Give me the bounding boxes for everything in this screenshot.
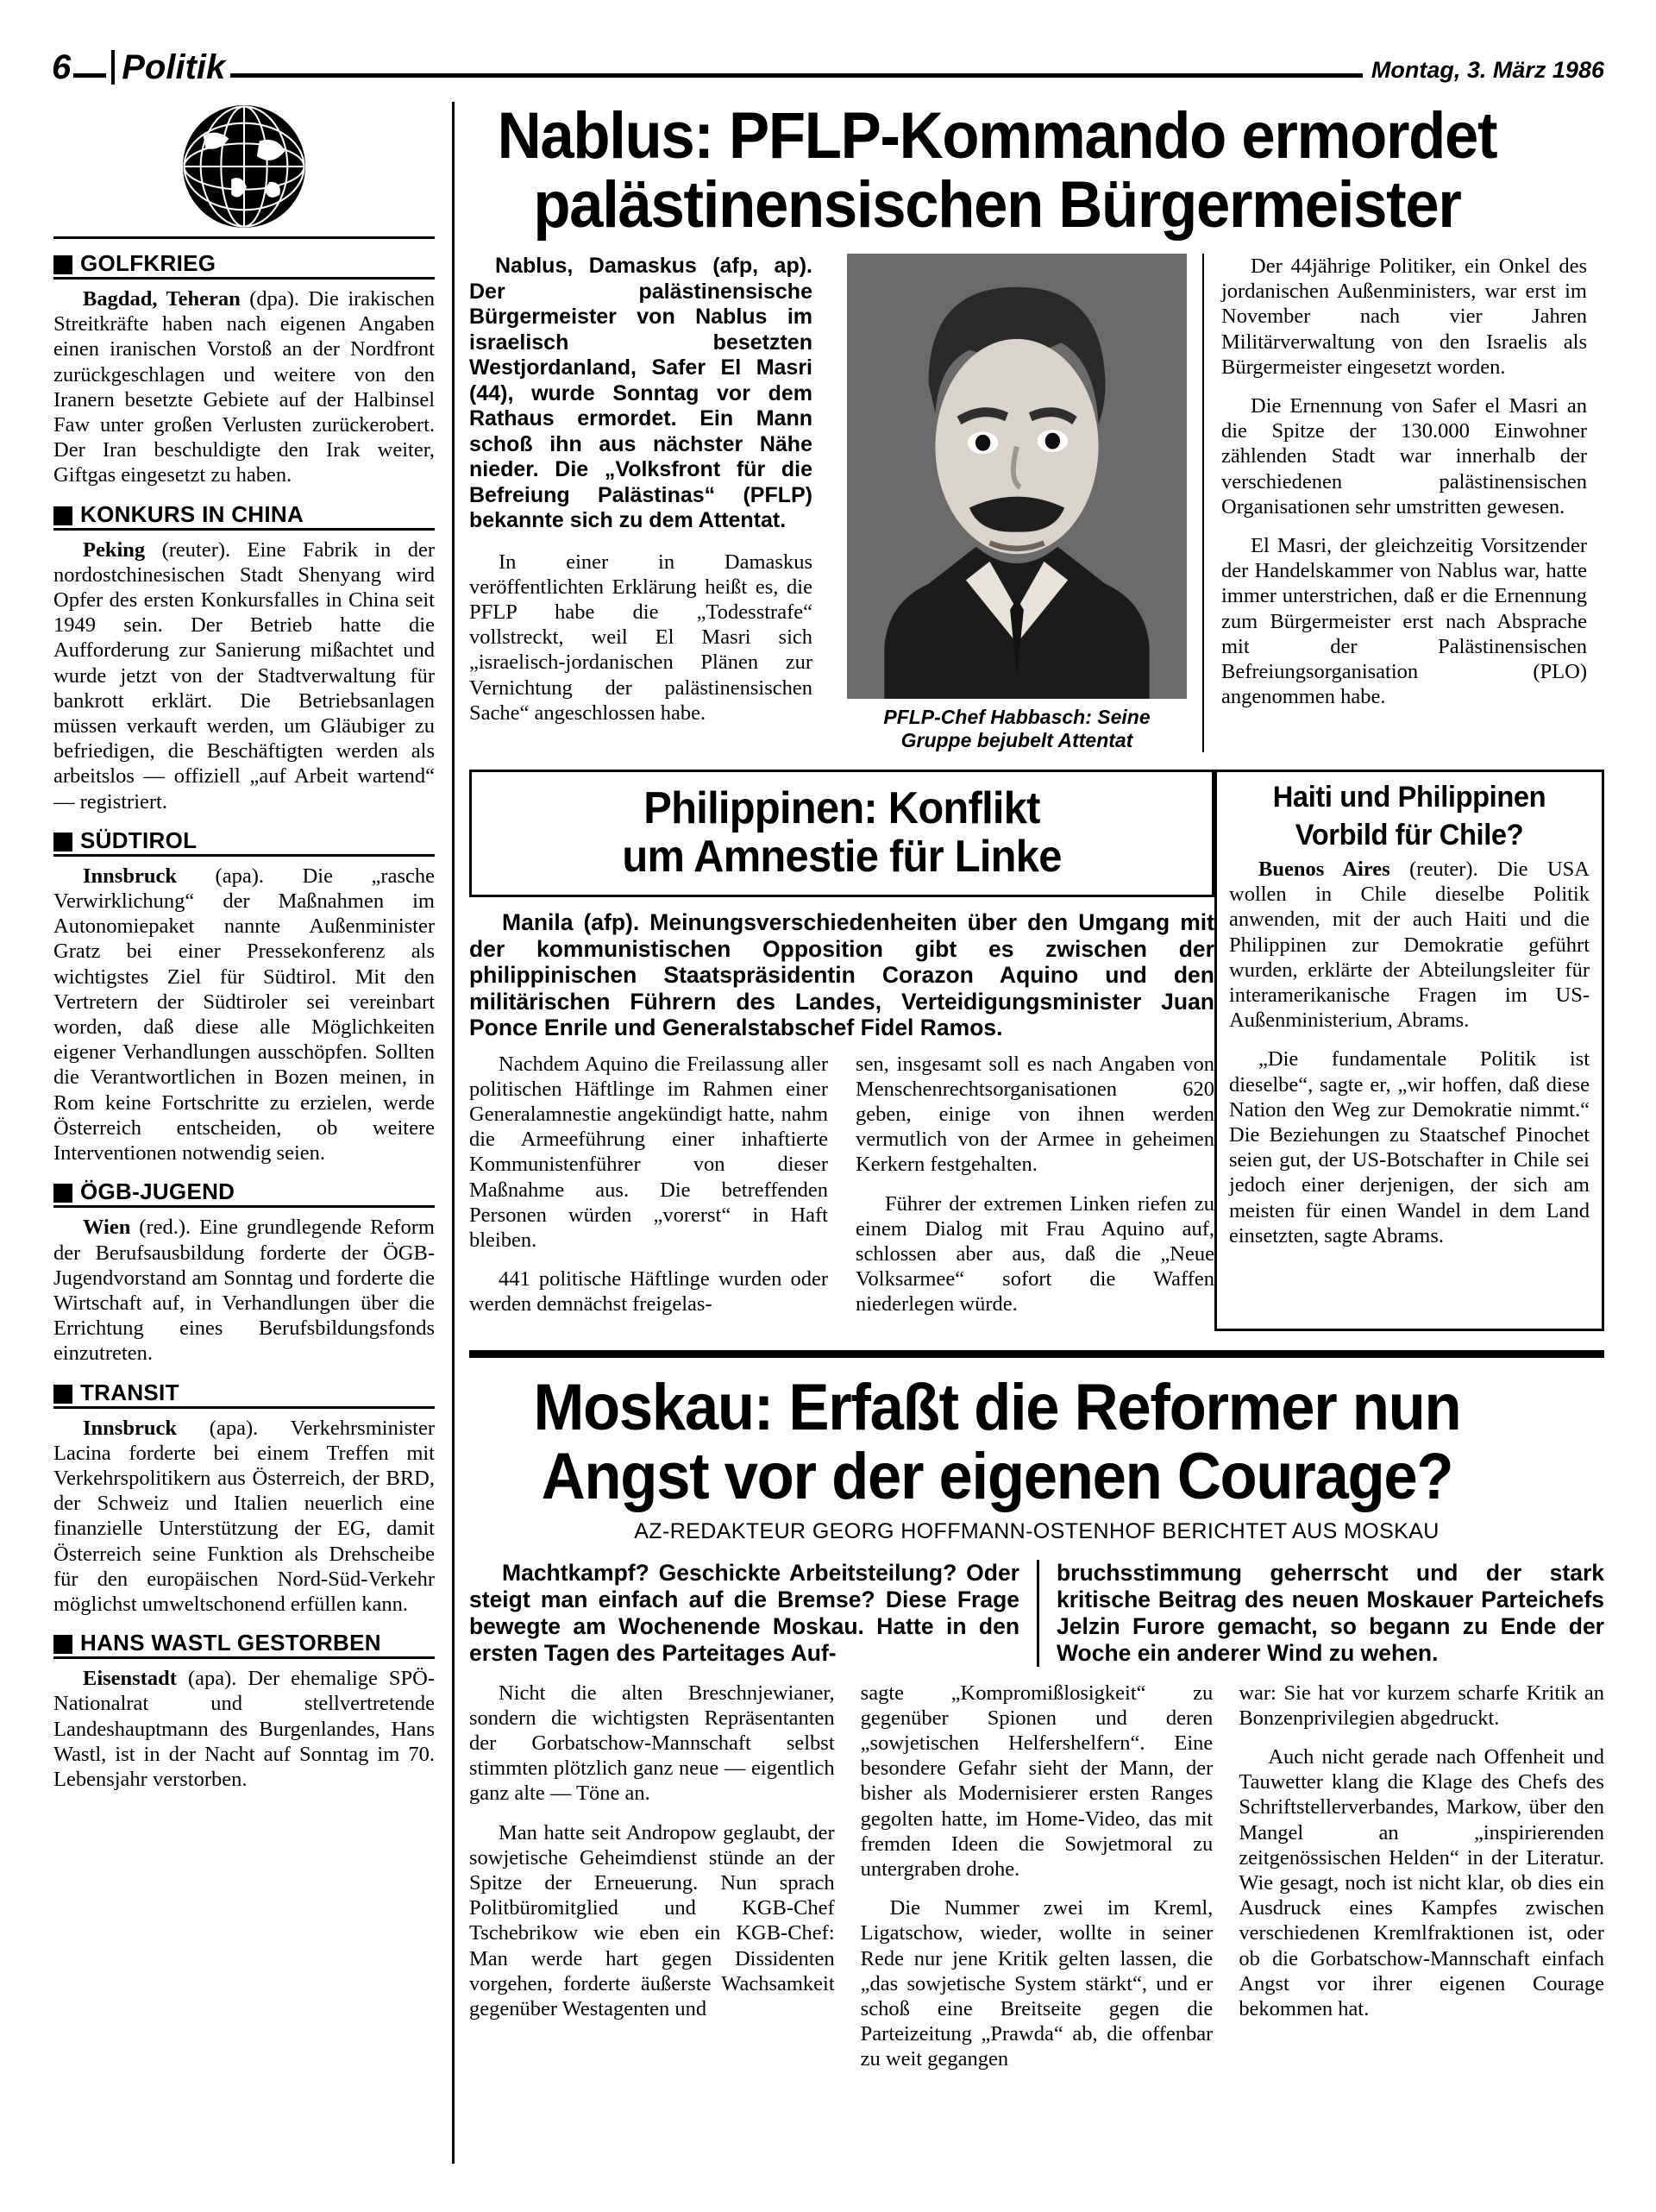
philippinen-headline-line1: Philippinen: Konflikt (643, 783, 1040, 833)
brief-item (53, 251, 435, 488)
article-moskau (469, 1350, 1604, 2086)
section-rule (469, 1350, 1604, 1358)
masthead-rule-left (73, 73, 106, 78)
moskau-headline-line2: Angst vor der eigenen Courage? (541, 1439, 1453, 1513)
article-philippinen (469, 770, 1214, 1331)
brief-body: Bagdad, Teheran (dpa). Die irakischen Streitkräfte haben nach eigenen Angaben einen iranischen Vorstoß an der Nordfront zurückgeschlagen und weitere von den Iranern besetzte Gebiete auf der Halbinsel Faw unter großen Verlusten zurückerobert. Der Iran beschuldigte den Irak weiter, Giftgas eingesetzt zu haben. (53, 287, 435, 487)
square-bullet-icon (53, 833, 72, 851)
brief-header (53, 1380, 435, 1409)
moskau-paragraph: sagte „Kompromißlosigkeit“ zu gegenüber Spionen und deren „sowjetischen Helfershelfern“. Eine besondere Gefahr sieht der Mann, der bisher als Modernisierer ersten Ranges gegolten hatte, im Home-Video, das mit fremden Ideen die Sowjetmoral zu untergraben drohe. (860, 1681, 1214, 1881)
brief-header (53, 251, 435, 280)
brief-title: HANS WASTL GESTORBEN (80, 1630, 381, 1656)
brief-title: TRANSIT (80, 1379, 179, 1405)
brief-header (53, 1179, 435, 1208)
brief-title: GOLFKRIEG (80, 250, 216, 276)
haiti-headline-line1: Haiti und Philippinen (1272, 781, 1546, 814)
brief-header (53, 1631, 435, 1659)
nablus-lead: Nablus, Damaskus (afp, ap). Der palästinensische Bürgermeister von Nablus im israelisch besetzten Westjordanland, Safer El Masri (44), wurde Sonntag vor dem Rathaus ermordet. Ein Mann schoß ihn aus nächster Nähe nieder. Die „Volksfront für die Befreiung Palästinas“ (PFLP) bekannte sich zu dem Attentat. (469, 254, 812, 532)
globe-icon (180, 103, 308, 230)
article-haiti (1214, 770, 1604, 1331)
square-bullet-icon (53, 1184, 72, 1203)
philippinen-headline-box (469, 770, 1214, 897)
brief-item (53, 1179, 435, 1366)
square-bullet-icon (53, 506, 72, 525)
moskau-paragraph: Man hatte seit Andropow geglaubt, der sowjetische Geheimdienst stünde an der Spitze der Erneuerung. Nun sprach Politbüromitglied und KGB-Chef Tschebrikow wie eben ein KGB-Chef: Man werde hart gegen Dissidenten vorgehen, forderte äußerste Wachsamkeit gegenüber Westagenten und (469, 1820, 835, 2020)
brief-item (53, 1631, 435, 1792)
brief-title: ÖGB-JUGEND (80, 1178, 235, 1205)
haiti-paragraph: „Die fundamentale Politik ist dieselbe“, sagte er, „wir hoffen, daß diese Nation den Weg zur Demokratie nimmt.“ Die Beziehungen zu Staatschef Pinochet seien gut, der US-Botschafter in Chile sei jedoch einer derjenigen, der sich am meisten für einen Wandel in dem Land einsetzten, sagte Abrams. (1229, 1047, 1590, 1247)
nablus-column-left (469, 254, 831, 752)
square-bullet-icon (53, 255, 72, 274)
nablus-paragraph: In einer in Damaskus veröffentlichten Erklärung heißt es, die PFLP habe die „Todesstrafe“ vollstreckt, weil El Masri sich „israelisch-jordanischen Plänen zur Vernichtung der palästinensischen Sache“ angeschlossen habe. (469, 550, 812, 725)
section-title: Politik (111, 50, 229, 85)
moskau-paragraph: Die Nummer zwei im Kreml, Ligatschow, wieder, wollte in seiner Rede nur jene Kritik gelten lassen, die „das sowjetische System stärkt“, und er schoß eine Breitseite gegen die Parteizeitung „Prawda“ ab, die offenbar zu weit gegangen (860, 1896, 1214, 2071)
brief-body: Peking (reuter). Eine Fabrik in der nordostchinesischen Stadt Shenyang wird Opfer des ersten Konkursfalles in China seit 1949 sein. Der Betrieb hatte die Aufforderung zur Sanierung mißachtet und wurde jetzt von der Stadtverwaltung für bankrott erklärt. Die Betriebsanlagen müssen verkauft werden, um Gläubiger zu befriedigen, die Beschäftigten werden als arbeitslos — offiziell „auf Arbeit wartend“ — registriert. (53, 537, 435, 814)
globe-illustration (80, 102, 408, 231)
brief-body: Innsbruck (apa). Die „rasche Verwirklichung“ der Maßnahmen im Autonomiepaket nannte Außenminister Gratz bei einer Pressekonferenz als wichtigstes Ziel für Südtirol. Mit den Vertretern der Südtiroler sei vereinbart worden, daß diese alle Möglichkeiten eigener Verhandlungen ausschöpfen. Sollten die Verantwortlichen in Bozen meinen, in Rom keine Fortschritte zu erzielen, werde Österreich entscheiden, ob weitere Interventionen notwendig seien. (53, 864, 435, 1166)
brief-body: Wien (red.). Eine grundlegende Reform der Berufsausbildung forderte der ÖGB-Jugendvorstand am Sonntag und forderte die Wirtschaft auf, in Verhandlungen über die Errichtung eines Berufsbildungsfonds einzutreten. (53, 1216, 435, 1366)
masthead-rule-right (230, 73, 1363, 78)
brief-title: KONKURS IN CHINA (80, 500, 304, 527)
brief-header (53, 828, 435, 857)
moskau-paragraph: Auch nicht gerade nach Offenheit und Tauwetter klang die Klage des Chefs des Schriftstellerverbandes, Markow, über den Mangel an „inspirierenden zeitgenössischen Helden“ in der Literatur. Wie gesagt, noch ist nicht klar, ob dies ein Ausdruck eines Kampfes zwischen verschiedenen Kremlfraktionen ist, oder ob die Gorbatschow-Mannschaft einfach Angst vor ihrer eigenen Courage bekommen hat. (1239, 1744, 1604, 2020)
philippinen-headline-line2: um Amnestie für Linke (622, 832, 1062, 882)
haiti-paragraph: Buenos Aires (reuter). Die USA wollen in Chile dieselbe Politik anwenden, mit der auch Haiti und die Philippinen zur Demokratie geführt wurden, erklärte der Abteilungsleiter für interamerikanische Fragen im US-Außenministerium, Abrams. (1229, 858, 1590, 1033)
article-nablus (469, 99, 1604, 752)
square-bullet-icon (53, 1385, 72, 1404)
brief-item (53, 828, 435, 1166)
moskau-paragraph: Nicht die alten Breschnjewianer, sondern die wichtigsten Repräsentanten der Gorbatschow-Mannschaft selbst stimmten plötzlich ganz neue — eigentlich ganz alte — Töne an. (469, 1681, 835, 1806)
brief-body: Innsbruck (apa). Verkehrsminister Lacina forderte bei einem Treffen mit Verkehrspolitikern aus Österreich, der BRD, der Schweiz und Italien neuerlich eine finanzielle Unterstützung der EG, damit Österreich seine Funktion als Drehscheibe für den europäischen Nord-Süd-Verkehr möglichst umweltschonend erfüllen kann. (53, 1416, 435, 1616)
moskau-column-3 (1226, 1681, 1604, 2086)
nablus-photo-column (831, 254, 1202, 752)
nablus-column-right (1202, 254, 1587, 752)
nablus-paragraph: Der 44jährige Politiker, ein Onkel des jordanischen Außenministers, war erst im November nach vier Jahren Militärverwaltung von den Israelis als Bürgermeister eingesetzt worden. (1221, 255, 1587, 379)
nablus-headline-line2: palästinensischen Bürgermeister (533, 168, 1461, 242)
nablus-paragraph: Die Ernennung von Safer el Masri an die Spitze der 130.000 Einwohner zählenden Stadt war innerhalb der verschiedenen palästinensischen Organisationen sehr umstritten gewesen. (1221, 394, 1587, 518)
sidebar-briefs (53, 102, 435, 1806)
moskau-lead-column-2 (1037, 1560, 1604, 1667)
square-bullet-icon (53, 1635, 72, 1654)
philippinen-lead: Manila (afp). Meinungsverschiedenheiten über den Umgang mit der kommunistischen Opposition gibt es zwischen der philippinischen Staatspräsidentin Corazon Aquino und den militärischen Führern des Landes, Verteidigungsminister Juan Ponce Enrile und Generalstabschef Fidel Ramos. (469, 909, 1214, 1040)
brief-header (53, 502, 435, 531)
dateline: Montag, 3. März 1986 (1371, 57, 1604, 83)
brief-body: Eisenstadt (apa). Der ehemalige SPÖ-Nationalrat und stellvertretende Landeshauptmann des Burgenlandes, Hans Wastl, ist in der Nacht auf Sonntag im 70. Lebensjahr verstorben. (53, 1667, 435, 1791)
philippinen-column-1 (469, 1052, 842, 1331)
main-content (469, 99, 1604, 2086)
moskau-lead-column-1 (469, 1560, 1037, 1667)
philippinen-paragraph: 441 politische Häftlinge wurden oder werden demnächst freigelas- (469, 1267, 828, 1317)
philippinen-paragraph: Nachdem Aquino die Freilassung aller politischen Häftlinge im Rahmen einer Generalamnestie angekündigt hatte, nahm die Armeeführung einer inhaftierte Kommunistenführer von dieser Maßnahme aus. Die betreffenden Personen würden „vorerst“ in Haft bleiben. (469, 1052, 828, 1252)
philippinen-paragraph: sen, insgesamt soll es nach Angaben von Menschenrechtsorganisationen 620 geben, einige von ihnen werden vermutlich von der Armee in geheimen Kerkern festgehalten. (856, 1052, 1214, 1177)
nablus-headline-line1: Nablus: PFLP-Kommando ermordet (497, 99, 1497, 173)
brief-item (53, 502, 435, 814)
moskau-column-1 (469, 1681, 848, 2086)
moskau-byline: AZ-REDAKTEUR GEORG HOFFMANN-OSTENHOF BERICHTET AUS MOSKAU (634, 1518, 1440, 1543)
brief-title: SÜDTIROL (80, 826, 198, 853)
moskau-column-2 (848, 1681, 1226, 2086)
masthead (52, 45, 1604, 85)
haiti-headline-line2: Vorbild für Chile? (1295, 819, 1524, 851)
column-divider (452, 102, 455, 2164)
moskau-paragraph: war: Sie hat vor kurzem scharfe Kritik an Bonzenprivilegien abgedruckt. (1239, 1681, 1604, 1730)
moskau-headline-line1: Moskau: Erfaßt die Reformer nun (533, 1370, 1461, 1444)
moskau-lead: bruchsstimmung geherrscht und der stark kritische Beitrag des neuen Moskauer Parteichefs Jelzin Furore gemacht, so begann zu Ende der Woche ein anderer Wind zu wehen. (1057, 1559, 1604, 1666)
nablus-paragraph: El Masri, der gleichzeitig Vorsitzender der Handelskammer von Nablus war, hatte immer unterstrichen, daß er die Ernennung zum Bürgermeister erst nach Absprache mit der Palästinensischen Befreiungsorganisation (PLO) angenommen habe. (1221, 534, 1587, 709)
photo-caption: PFLP-Chef Habbasch: Seine Gruppe bejubelt Attentat (883, 706, 1151, 751)
sidebar-divider (53, 236, 435, 239)
philippinen-paragraph: Führer der extremen Linken riefen zu einem Dialog mit Frau Aquino auf, schlossen aber aus, daß die „Neue Volksarmee“ sofort die Waffen niederlegen würde. (856, 1191, 1214, 1317)
habbasch-portrait-photo (847, 254, 1187, 699)
philippinen-column-2 (842, 1052, 1214, 1331)
brief-item (53, 1380, 435, 1618)
moskau-lead: Machtkampf? Geschickte Arbeitsteilung? Oder steigt man einfach auf die Bremse? Diese Frage bewegte am Wochenende Moskau. Hatte in den ersten Tagen des Parteitages Auf- (469, 1559, 1019, 1666)
page-number: 6 (52, 48, 71, 86)
